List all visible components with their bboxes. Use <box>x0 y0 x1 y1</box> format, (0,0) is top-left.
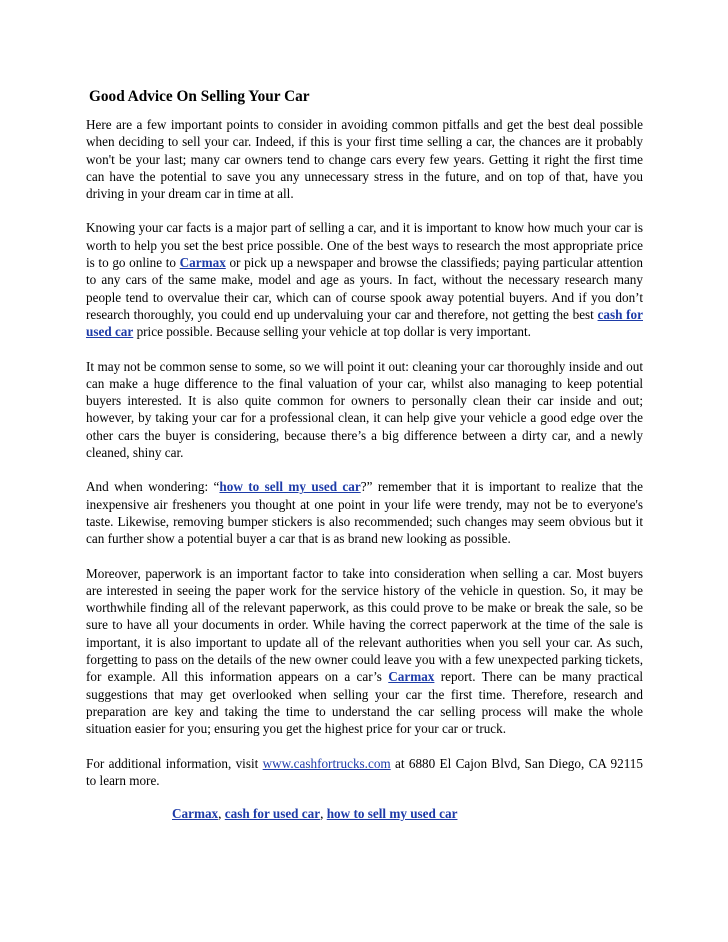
carmax-link[interactable]: Carmax <box>179 255 226 271</box>
paragraph-paperwork-text-1: Moreover, paperwork is an important factor to take into consideration when selling a car. Most buyers are interested in seeing the paper work for the service history of the vehicle in question. So, it may be worthwhile finding all of the relevant paperwork, as this could prove to be make or break the sale, so be sure to have all your documents in order. While having the correct paperwork at the time of the sale is important, it is also important to update all of the relevant authorities when you sell your car. As such, forgetting to pass on the details of the new owner could leave you with a few unexpected parking tickets, for example. All this information appears on a car’s <box>86 565 643 685</box>
paragraph-cleaning <box>86 358 643 462</box>
cash-for-used-car-link[interactable]: cash for used car <box>86 306 643 340</box>
paragraph-how-to-sell-text-2: ?” remember that it is important to realize that the inexpensive air fresheners you thought at one point in your life were trendy, may not be to everyone's taste. Likewise, removing bumper stickers is also recommended; such changes may seem obvious but it can further show a potential buyer a car that is as brand new looking as possible. <box>86 479 643 547</box>
cashfortrucks-website-link[interactable]: www.cashfortrucks.com <box>262 755 391 771</box>
how-to-sell-my-used-car-link[interactable]: how to sell my used car <box>219 479 361 495</box>
footer-links <box>172 805 643 822</box>
carmax-report-link[interactable]: Carmax <box>388 669 435 685</box>
paragraph-paperwork <box>86 565 643 738</box>
paragraph-how-to-sell <box>86 478 643 547</box>
paragraph-car-facts-text-1: Knowing your car facts is a major part of selling a car, and it is important to know how much your car is worth to help you set the best price possible. One of the best ways to research the most appropriate price is to go online to <box>86 220 643 271</box>
paragraph-car-facts-text-2: or pick up a newspaper and browse the classifieds; paying particular attention to any cars of the same make, model and age as yours. In fact, without the necessary research many people tend to overvalue their car, which can of course spook away potential buyers. And if you don’t research thoroughly, you could end up undervaluing your car and therefore, not getting the best <box>86 255 643 322</box>
footer-separator: , <box>320 806 327 822</box>
footer-carmax-link[interactable]: Carmax <box>172 806 219 822</box>
footer-separator: , <box>218 806 225 822</box>
paragraph-intro <box>86 116 643 202</box>
paragraph-car-facts <box>86 219 643 340</box>
page-title: Good Advice On Selling Your Car <box>89 88 310 105</box>
paragraph-cleaning-text: It may not be common sense to some, so we will point it out: cleaning your car thoroughly inside and out can make a huge difference to the final valuation of your car, whilst also managing to keep potential buyers interested. It is also quite common for owners to personally clean their car inside and out; however, by taking your car for a professional clean, it can help give your vehicle a good edge over the other cars the buyer is considering, because there’s a big difference between a dirty car, and a newly cleaned, shiny car. <box>86 358 643 461</box>
footer-how-to-sell-my-used-car-link[interactable]: how to sell my used car <box>326 806 458 822</box>
paragraph-contact-text-1: For additional information, visit <box>86 755 263 771</box>
paragraph-car-facts-text-3: price possible. Because selling your vehicle at top dollar is very important. <box>133 324 531 340</box>
paragraph-intro-text: Here are a few important points to consider in avoiding common pitfalls and get the best deal possible when deciding to sell your car. Indeed, if this is your first time selling a car, the chances are it probably won't be your last; many car owners tend to change cars every few years. Getting it right the first time can have the potential to save you any unnecessary stress in the future, and on top of that, have you driving in your dream car in time at all. <box>86 117 643 202</box>
paragraph-paperwork-text-2: report. There can be many practical suggestions that may get overlooked when selling your car the first time. Therefore, research and preparation are key and taking the time to understand the car selling process will make the whole situation easier for you; ensuring you get the highest price for your car or truck. <box>86 669 643 737</box>
paragraph-how-to-sell-text-1: And when wondering: “ <box>86 479 220 495</box>
paragraph-contact <box>86 755 643 790</box>
footer-cash-for-used-car-link[interactable]: cash for used car <box>224 806 321 822</box>
paragraph-contact-text-2: at 6880 El Cajon Blvd, San Diego, CA 92115 to learn more. <box>86 755 643 788</box>
